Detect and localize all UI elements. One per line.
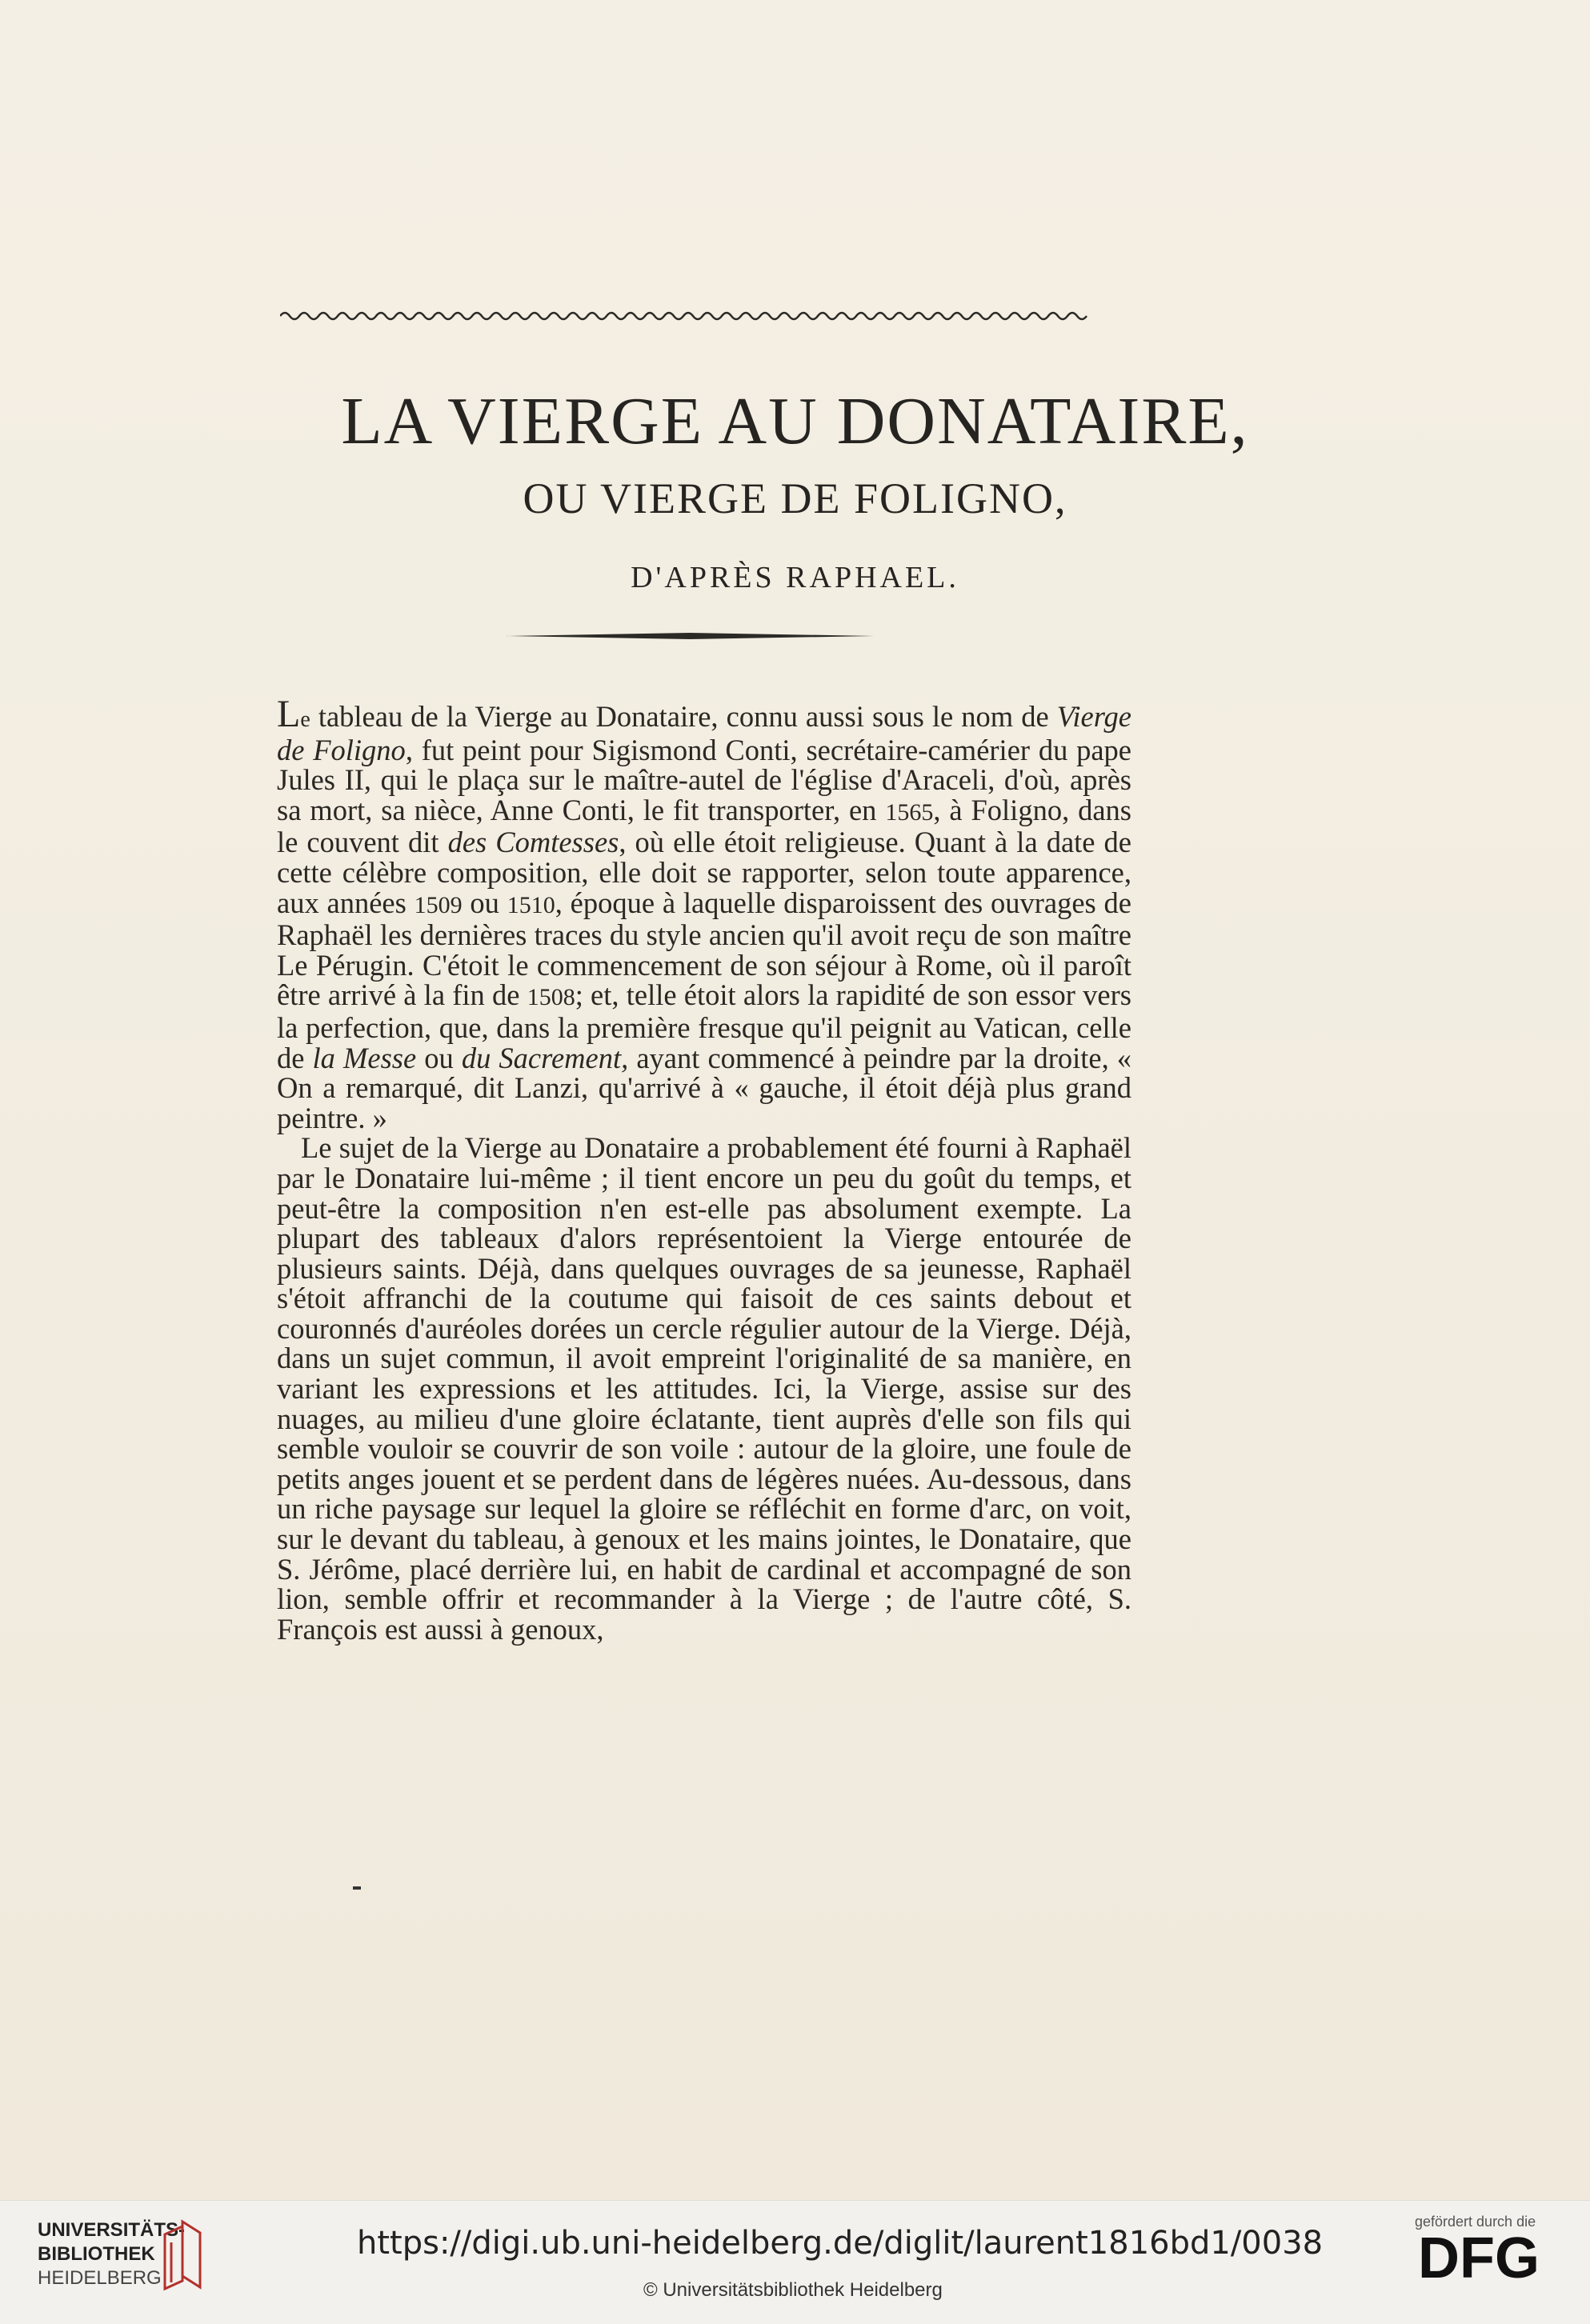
- body-text: [277, 693, 1132, 1646]
- title-line-3: D'APRÈS RAPHAEL.: [631, 561, 959, 594]
- title-line-1: LA VIERGE AU DONATAIRE,: [341, 384, 1249, 458]
- text-run: ou: [416, 1041, 462, 1074]
- text-run: ayant commencé à peindre par la droite, « On a remarqué, dit Lanzi, qu'arrivé à « gauche, il étoit déjà plus grand peintre. »: [277, 1041, 1132, 1134]
- text-run: ou: [462, 886, 507, 919]
- paragraph-2: Le sujet de la Vierge au Donataire a probablement été fourni à Raphaël par le Donataire lui-même ; il tient encore un peu du goût du temps, et peut-être la composition n'en est-elle pas absolument exempte. La plupart des tableaux d'alors représentoient la Vierge entourée de plusieurs saints. Déjà, dans quelques ouvrages de sa jeunesse, Raphaël s'étoit affranchi de la coutume qui faisoit de ces saints debout et couronnés d'auréoles dorées un cercle régulier autour de la Vierge. Déjà, dans un sujet commun, il avoit empreint l'originalité de sa manière, en variant les expressions et les attitudes. Ici, la Vierge, assise sur des nuages, au milieu d'une gloire éclatante, tient auprès d'elle son fils qui semble vouloir se couvrir de son voile : autour de la gloire, une foule de petits anges jouent et se perdent dans de légères nuées. Au-dessous, dans un riche paysage sur lequel la gloire se réfléchit en forme d'arc, on voit, sur le devant du tableau, à genoux et les mains jointes, le Donataire, que S. Jérôme, placé derrière lui, en habit de cardinal et accompagné de son lion, semble offrir et recommander à la Vierge ; de l'autre côté, S. François est aussi à genoux,: [277, 1131, 1131, 1646]
- permalink-url[interactable]: https://digi.ub.uni-heidelberg.de/diglit/laurent1816bd1/0038: [357, 2225, 1324, 2262]
- logo-line: HEIDELBERG: [38, 2267, 162, 2289]
- logo-line: BIBLIOTHEK: [38, 2243, 155, 2265]
- logo-line: UNIVERSITÄTS-: [38, 2219, 186, 2241]
- copyright-notice: © Universitätsbibliothek Heidelberg: [643, 2279, 943, 2301]
- printer-mark: [353, 1886, 361, 1890]
- italic-run: Vierge de Foligno: [277, 700, 1131, 766]
- dfg-logo[interactable]: [1416, 2230, 1568, 2286]
- text-run: ; et, telle étoit alors la rapidité de son essor vers la perfection, que, dans la première fresque qu'il peignit au Vatican, celle de: [277, 978, 1131, 1074]
- viewer-footer: [0, 2200, 1590, 2324]
- year: 1565: [885, 798, 934, 826]
- dfg-logo-text: DFG: [1418, 2230, 1540, 2286]
- italic-run: du Sacrement,: [461, 1041, 629, 1074]
- text-run: , fut peint pour Sigismond Conti, secrétaire-camérier du pape Jules II, qui le plaça sur le maître-autel de l'église d'Araceli, d'où, après sa mort, sa nièce, Anne Conti, le fit transporter, en: [277, 733, 1132, 826]
- italic-run: des Comtesses: [447, 826, 619, 859]
- drop-cap: L: [277, 693, 301, 735]
- text-run: , époque à laquelle disparoissent des ouvrages de Raphaël les dernières traces du style ancien qu'il avoit reçu de son maître Le Pérugin. C'étoit le commencement de son séjour à Rome, où il paroît être arrivé à la fin de: [277, 886, 1131, 1012]
- title-line-2: OU VIERGE DE FOLIGNO,: [523, 474, 1067, 522]
- library-logo-icon[interactable]: [158, 2218, 203, 2292]
- sponsor-label: gefördert durch die: [1415, 2214, 1536, 2230]
- text-run: tableau de la Vierge au Donataire, connu aussi sous le nom de: [310, 700, 1057, 733]
- drop-cap-rest: e: [300, 707, 310, 732]
- text-run: , où elle étoit religieuse. Quant à la date de cette célèbre composition, elle doit se rapporter, selon toute apparence, aux années: [277, 826, 1131, 919]
- wavy-ornament-rule: [280, 308, 1088, 324]
- year: 1509: [414, 891, 463, 918]
- year: 1510: [507, 891, 555, 918]
- tapered-rule: [506, 631, 874, 641]
- paragraph-1: [277, 693, 1132, 1134]
- text-run: , à Foligno, dans le couvent dit: [277, 793, 1131, 859]
- italic-run: la Messe: [312, 1041, 417, 1074]
- year: 1508: [527, 984, 575, 1011]
